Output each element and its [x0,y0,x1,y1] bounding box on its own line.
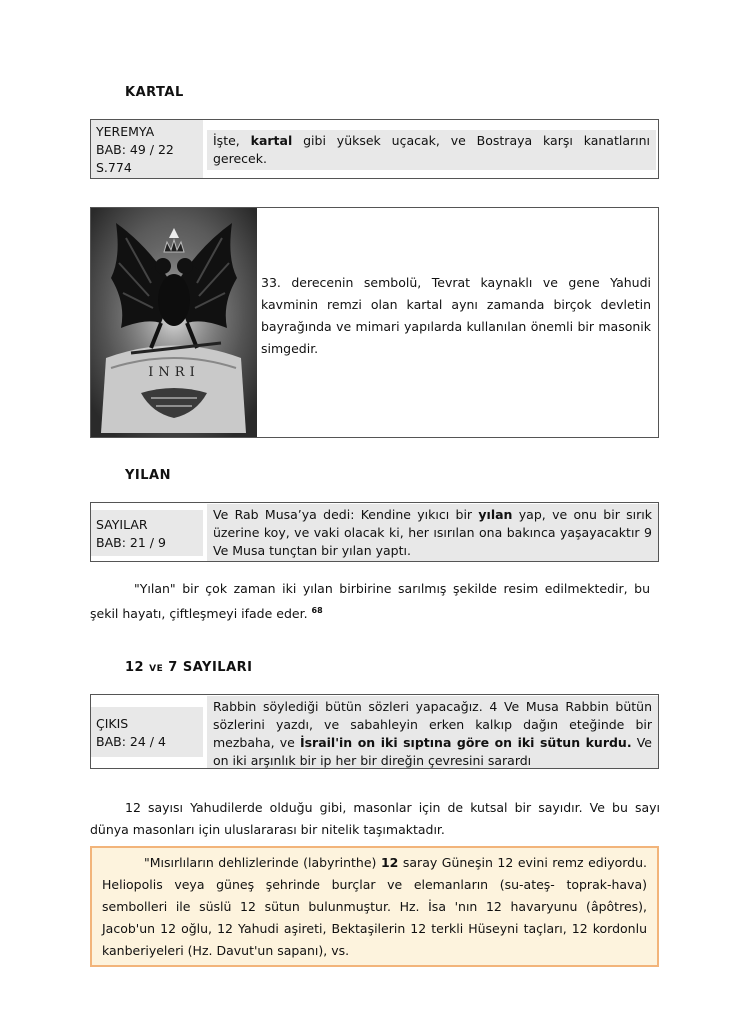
figure-caption: 33. derecenin sembolü, Tevrat kaynaklı ve gene Yahudi kavminin remzi olan kartal aynı zamanda birçok devletin bayrağında ve mimari yapılarda kullanılan önemli bir masonik simgedir. [261,275,651,356]
verse-box-cikis [90,694,659,769]
ref-book: SAYILAR [96,517,148,532]
ref-chapter: BAB: 49 / 22 [96,142,174,157]
verse-text: Ve Rab Musa’ya dedi: Kendine yıkıcı bir yılan yap, ve onu bir sırık üzerine koy, ve vaki olacak ki, her ısırılan ona bakınca yaşayacaktır 9 Ve Musa tunçtan bir yılan yaptı. [207,504,658,561]
verse-reference [91,510,203,556]
ref-page: S.774 [96,160,132,175]
ref-book: ÇIKIS [96,716,129,731]
ref-chapter: BAB: 21 / 9 [96,535,166,550]
ref-book: YEREMYA [96,124,155,139]
paragraph-yilan: "Yılan" bir çok zaman iki yılan birbirine sarılmış şekilde resim edilmektedir, bu şekil hayatı, çiftleşmeyi ifade eder. $^{68}$ [90,581,650,622]
quote-box: "Mısırlıların dehlizlerinde (labyrinthe) 12 saray Güneşin 12 evini remz ediyordu. Heliopolis veya güneş şehrinde burçlar ve elemanların (su-ateş- toprak-hava) sembolleri ile süslü 12 sütun bulunmuştur. Hz. İsa 'nın 12 havaryunu (âpôtres), Jacob'un 12 oğlu, 12 Yahudi aşireti, Bektaşilerin 12 terkli Hüseyni taçları, 12 kordonlu kanberiyeleri (Hz. Davut'un sapanı), vs. [90,846,659,967]
verse-reference [91,120,203,178]
heading-yilan: YILAN [125,468,171,483]
verse-text: Rabbin söylediği bütün sözleri yapacağız. 4 Ve Musa Rabbin bütün sözlerini yazdı, ve sabahleyin erken kalkıp dağın eteğinde bir mezbaha, ve İsrail'in on iki sıptına göre on iki sütun kurdu. Ve on iki arşınlık bir ip her bir direğin çevresini sarardı [207,696,658,768]
footnote-marker: 68 [311,606,323,615]
heading-kartal: KARTAL [125,85,184,100]
double-headed-eagle-image [91,208,257,437]
verse-text: İşte, kartal gibi yüksek uçacak, ve Bostraya karşı kanatlarını gerecek. [207,130,656,170]
paragraph-12: 12 sayısı Yahudilerde olduğu gibi, masonlar için de kutsal bir sayıdır. Ve bu sayı dünya masonları için uluslararası bir nitelik taşımaktadır. [90,800,660,837]
banner-text: INRI [148,365,200,380]
verse-reference [91,707,203,757]
ref-chapter: BAB: 24 / 4 [96,734,166,749]
figure-box [90,207,659,438]
verse-box-kartal [90,119,659,179]
verse-box-yilan [90,502,659,562]
heading-12-ve-7: 12 VE 7 SAYILARI [125,660,253,675]
